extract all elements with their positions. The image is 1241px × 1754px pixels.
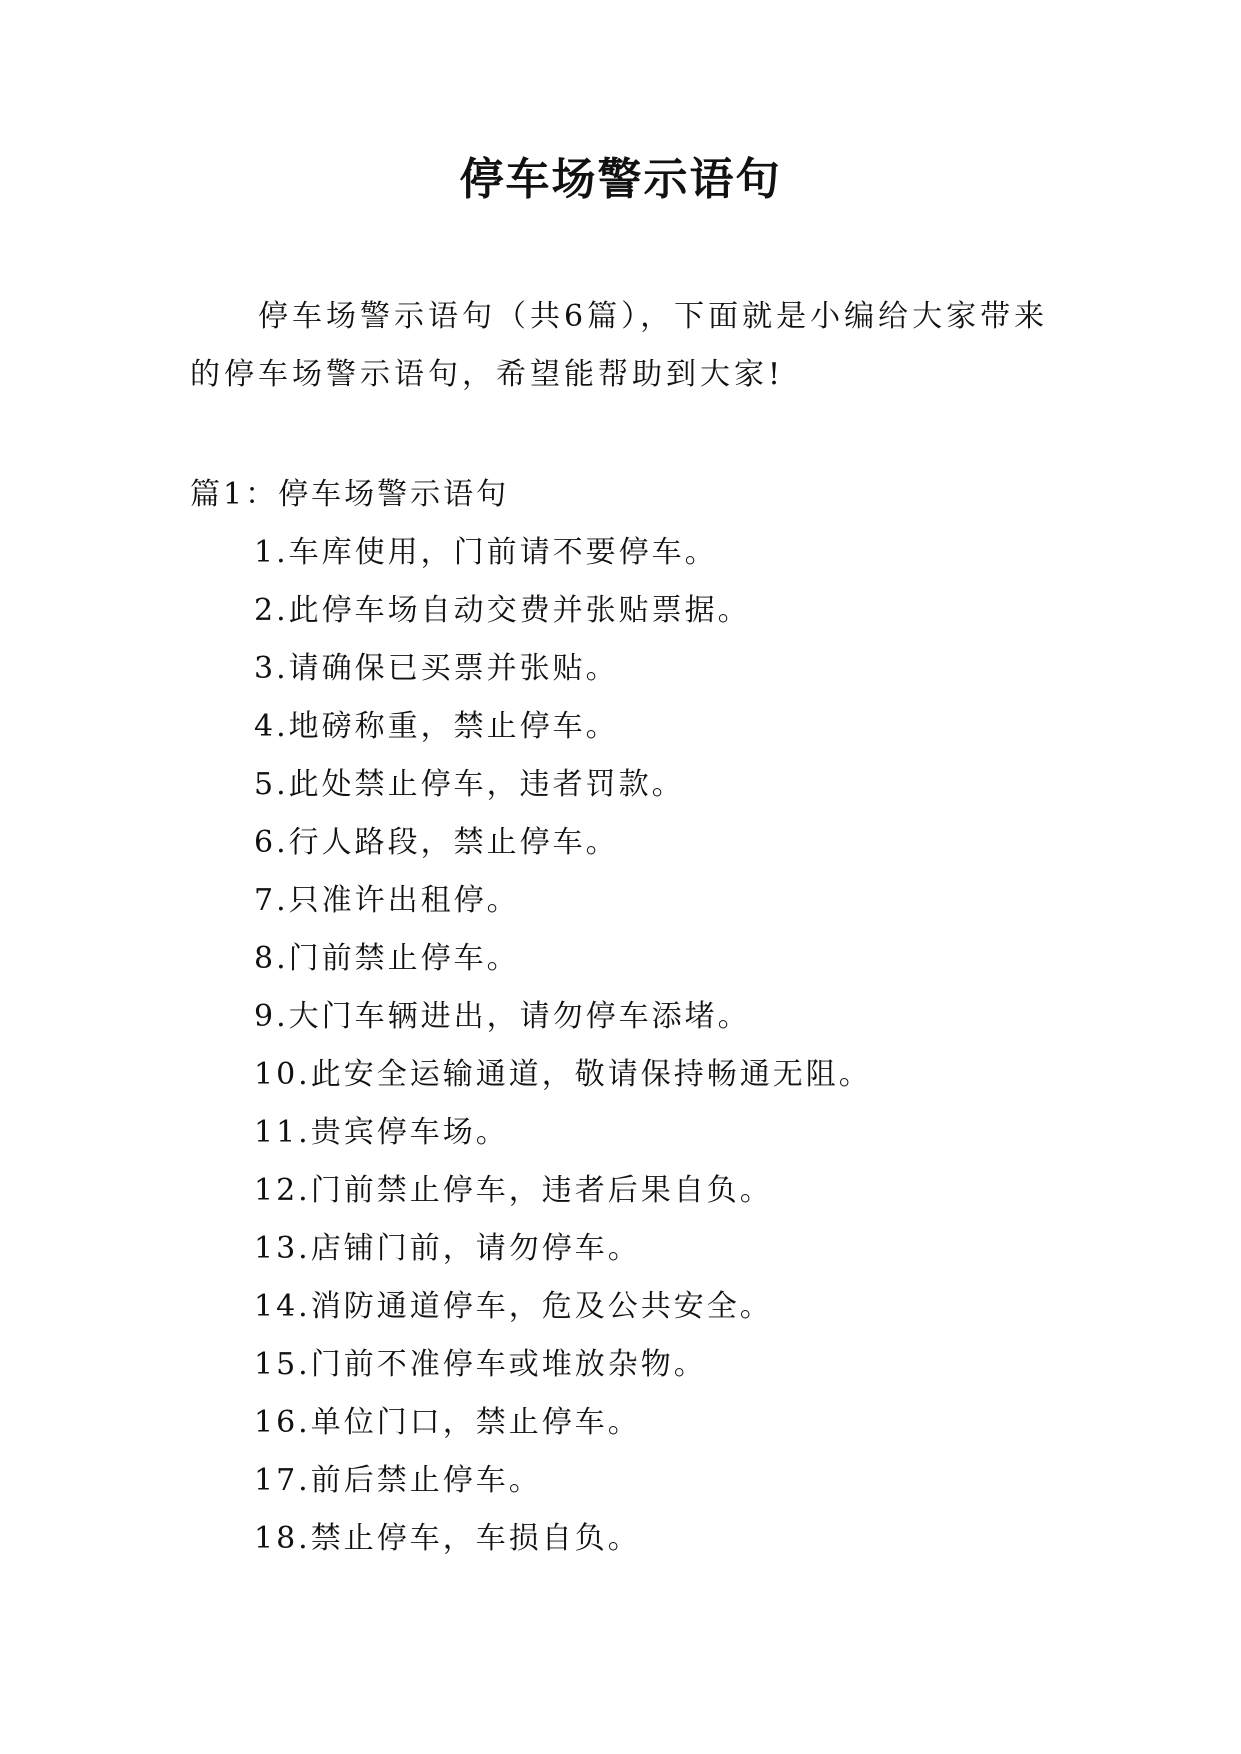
item-number: 15. <box>254 1347 311 1382</box>
item-text: 消防通道停车，危及公共安全。 <box>310 1289 773 1324</box>
list-item <box>254 524 872 582</box>
item-text: 此安全运输通道，敬请保持畅通无阻。 <box>310 1057 872 1092</box>
item-number: 5. <box>254 767 289 802</box>
item-number: 1. <box>254 535 289 570</box>
list-item <box>254 756 872 814</box>
item-number: 10. <box>254 1057 311 1092</box>
list-item <box>254 988 872 1046</box>
list-item <box>254 1452 872 1510</box>
list-item <box>254 930 872 988</box>
item-number: 8. <box>254 941 289 976</box>
item-text: 请确保已买票并张贴。 <box>288 651 619 686</box>
item-text: 店铺门前，请勿停车。 <box>310 1231 641 1266</box>
item-number: 4. <box>254 709 289 744</box>
list-item <box>254 582 872 640</box>
item-text: 贵宾停车场。 <box>310 1115 509 1150</box>
item-number: 13. <box>254 1231 311 1266</box>
item-number: 14. <box>254 1289 311 1324</box>
item-text: 单位门口，禁止停车。 <box>310 1405 641 1440</box>
document-title: 停车场警示语句 <box>459 154 782 205</box>
intro-paragraph: 停车场警示语句（共6篇），下面就是小编给大家带来的停车场警示语句，希望能帮助到大家! <box>190 299 1049 392</box>
item-number: 12. <box>254 1173 311 1208</box>
item-text: 此停车场自动交费并张贴票据。 <box>288 593 751 628</box>
item-number: 7. <box>254 883 289 918</box>
item-text: 门前禁止停车。 <box>288 941 520 976</box>
list-item <box>254 1278 872 1336</box>
list-item <box>254 1394 872 1452</box>
list-item <box>254 1046 872 1104</box>
item-number: 3. <box>254 651 289 686</box>
warning-list <box>254 524 872 1568</box>
item-text: 行人路段，禁止停车。 <box>288 825 619 860</box>
list-item <box>254 1220 872 1278</box>
item-number: 11. <box>254 1115 311 1150</box>
item-text: 只准许出租停。 <box>288 883 520 918</box>
item-text: 大门车辆进出，请勿停车添堵。 <box>288 999 751 1034</box>
item-text: 此处禁止停车，违者罚款。 <box>288 767 685 802</box>
item-number: 6. <box>254 825 289 860</box>
item-text: 禁止停车，车损自负。 <box>310 1521 641 1556</box>
item-text: 门前不准停车或堆放杂物。 <box>310 1347 707 1382</box>
item-text: 前后禁止停车。 <box>310 1463 542 1498</box>
item-text: 门前禁止停车，违者后果自负。 <box>310 1173 773 1208</box>
list-item <box>254 1336 872 1394</box>
list-item <box>254 698 872 756</box>
list-item <box>254 1162 872 1220</box>
item-number: 9. <box>254 999 289 1034</box>
item-number: 2. <box>254 593 289 628</box>
list-item <box>254 1510 872 1568</box>
list-item <box>254 1104 872 1162</box>
item-text: 车库使用，门前请不要停车。 <box>288 535 718 570</box>
section-heading: 篇1：停车场警示语句 <box>190 477 510 512</box>
item-text: 地磅称重，禁止停车。 <box>288 709 619 744</box>
item-number: 17. <box>254 1463 311 1498</box>
list-item <box>254 640 872 698</box>
item-number: 16. <box>254 1405 311 1440</box>
list-item <box>254 872 872 930</box>
item-number: 18. <box>254 1521 311 1556</box>
list-item <box>254 814 872 872</box>
